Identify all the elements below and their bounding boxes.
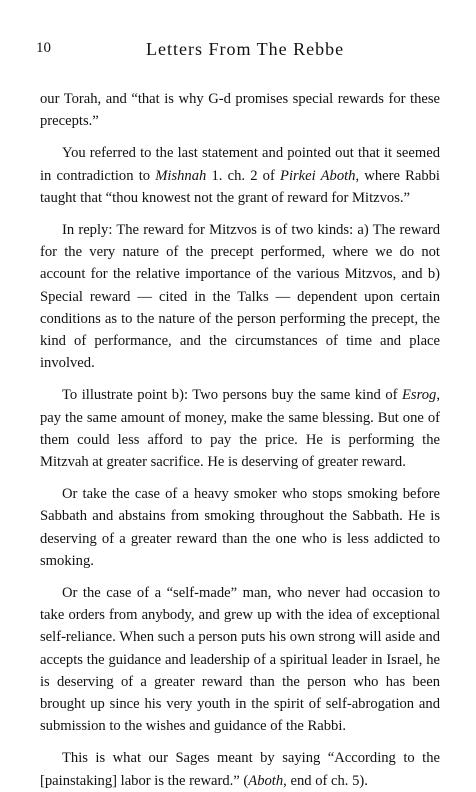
paragraph-6 xyxy=(40,582,440,737)
paragraph-4 xyxy=(40,384,440,473)
paragraph-7 xyxy=(40,747,440,791)
text-run: To illustrate point b): Two persons buy the same kind of xyxy=(62,387,403,404)
text-run: , where Rabbi taught that “thou knowest not the grant of reward for Mitzvos.” xyxy=(40,167,440,206)
paragraph-2 xyxy=(40,142,440,209)
italic-term: Aboth xyxy=(248,772,284,789)
text-run: 1. ch. 2 of xyxy=(206,167,281,184)
paragraph-1 xyxy=(40,88,440,132)
text-run: , pay the same amount of money, make the same blessing. But one of them could less afford to pay the price. He is performing the Mitzvah at greater sacrifice. He is deserving of greater reward. xyxy=(40,387,440,471)
text-run: , end of ch. 5). xyxy=(283,772,368,789)
text-run: In reply: The reward for Mitzvos is of two kinds: a) The reward for the very nature of the precept performed, where we do not account for the relative importance of the various Mitzvos, and b) Special reward — cited in the Talks — dependent upon certain conditions as to the nature of the person performing the precept, the kind of performance, and the circumstances of time and place involved. xyxy=(40,222,440,372)
italic-term: Mishnah xyxy=(155,167,207,184)
page-number: 10 xyxy=(36,40,51,56)
italic-term: Esrog xyxy=(402,387,437,404)
text-run: You referred to the last statement and pointed out that it seemed in contradiction to xyxy=(40,145,440,184)
letter-body xyxy=(40,88,440,792)
text-run: Or take the case of a heavy smoker who stops smoking before Sabbath and abstains from smoking throughout the Sabbath. He is deserving of a greater reward than the one who is less addicted to smoking. xyxy=(40,486,440,569)
document-page xyxy=(36,39,440,792)
running-title: Letters From The Rebbe xyxy=(146,39,345,59)
page-header xyxy=(36,39,440,68)
text-run: This is what our Sages meant by saying “According to the [painstaking] labor is the reward.” ( xyxy=(40,750,440,789)
italic-term: Pirkei Aboth xyxy=(280,167,356,184)
paragraph-3 xyxy=(40,219,440,374)
text-run: Or the case of a “self-made” man, who never had occasion to take orders from anybody, and grew up with the idea of exceptional self-reliance. When such a person puts his own strong will aside and accepts the guidance and leadership of a spiritual leader in Israel, he is deserving of a greater reward than the person who has been brought up since his very youth in the spirit of self-abrogation and submission to the wishes and guidance of the Rabbi. xyxy=(40,585,440,735)
text-run: our Torah, and “that is why G-d promises special rewards for these precepts.” xyxy=(40,91,440,130)
paragraph-5 xyxy=(40,483,440,572)
